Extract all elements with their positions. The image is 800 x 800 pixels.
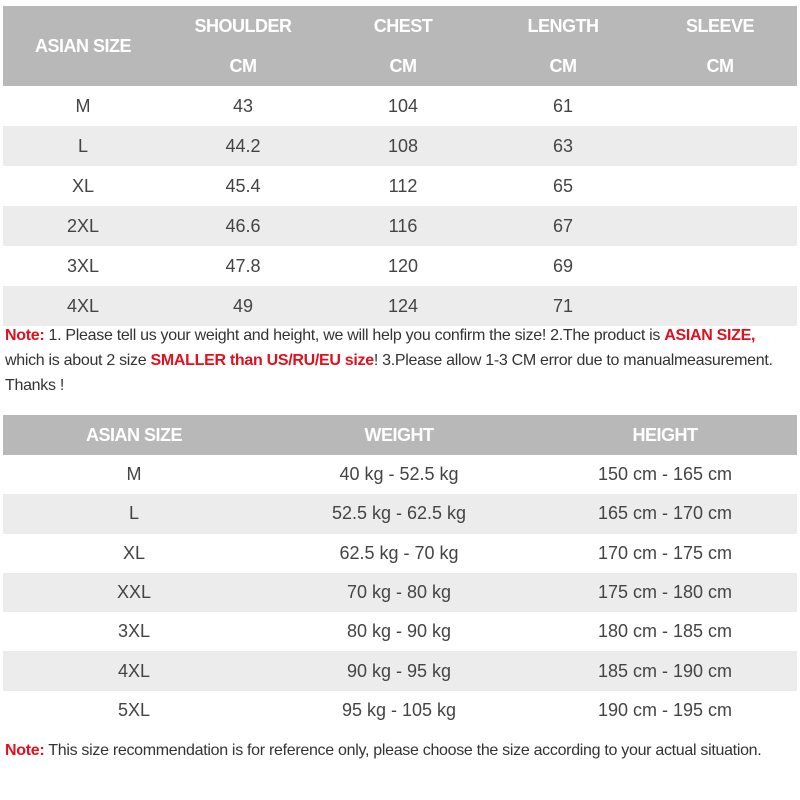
cell-size: XL	[3, 534, 265, 573]
table-row	[3, 166, 797, 206]
cell-size: 4XL	[3, 651, 265, 690]
cell-length: 65	[483, 166, 643, 206]
cell-sleeve	[643, 206, 797, 246]
cell-shoulder: 46.6	[163, 206, 323, 246]
cell-weight: 40 kg - 52.5 kg	[265, 455, 533, 494]
note-text-part2: which is about 2 size	[5, 352, 151, 369]
table-row	[3, 494, 797, 533]
cell-chest: 108	[323, 126, 483, 166]
cell-chest: 116	[323, 206, 483, 246]
unit-sleeve: CM	[643, 46, 797, 86]
cell-size: M	[3, 455, 265, 494]
cell-size: XL	[3, 166, 163, 206]
reference-note	[5, 738, 797, 763]
cell-sleeve	[643, 166, 797, 206]
header-chest: CHEST	[323, 6, 483, 46]
cell-chest: 120	[323, 246, 483, 286]
cell-size: 2XL	[3, 206, 163, 246]
cell-weight: 62.5 kg - 70 kg	[265, 534, 533, 573]
table-row	[3, 286, 797, 326]
cell-shoulder: 44.2	[163, 126, 323, 166]
header-shoulder: SHOULDER	[163, 6, 323, 46]
unit-chest: CM	[323, 46, 483, 86]
cell-weight: 70 kg - 80 kg	[265, 573, 533, 612]
cell-height: 190 cm - 195 cm	[533, 691, 797, 730]
table-row	[3, 573, 797, 612]
cell-size: 3XL	[3, 612, 265, 651]
table-row	[3, 246, 797, 286]
table-row	[3, 651, 797, 690]
cell-size: 3XL	[3, 246, 163, 286]
cell-size: M	[3, 86, 163, 126]
measurement-header-row	[3, 6, 797, 46]
cell-shoulder: 47.8	[163, 246, 323, 286]
table-row	[3, 206, 797, 246]
header-sleeve: SLEEVE	[643, 6, 797, 46]
cell-sleeve	[643, 286, 797, 326]
header-asian-size: ASIAN SIZE	[3, 6, 163, 86]
cell-sleeve	[643, 86, 797, 126]
unit-shoulder: CM	[163, 46, 323, 86]
cell-shoulder: 49	[163, 286, 323, 326]
note-text-part1: 1. Please tell us your weight and height, we will help you confirm the size! 2.The product is	[44, 327, 665, 344]
cell-size: 4XL	[3, 286, 163, 326]
cell-shoulder: 43	[163, 86, 323, 126]
cell-sleeve	[643, 246, 797, 286]
cell-height: 150 cm - 165 cm	[533, 455, 797, 494]
table-row	[3, 534, 797, 573]
note-label: Note:	[5, 742, 45, 759]
cell-length: 63	[483, 126, 643, 166]
cell-size: 5XL	[3, 691, 265, 730]
cell-weight: 90 kg - 95 kg	[265, 651, 533, 690]
cell-height: 175 cm - 180 cm	[533, 573, 797, 612]
cell-weight: 80 kg - 90 kg	[265, 612, 533, 651]
cell-height: 170 cm - 175 cm	[533, 534, 797, 573]
cell-size: L	[3, 494, 265, 533]
recommendation-table	[3, 415, 797, 730]
asian-size-highlight: ASIAN SIZE,	[664, 327, 756, 344]
recommendation-header-row	[3, 415, 797, 455]
cell-chest: 112	[323, 166, 483, 206]
size-note	[5, 323, 797, 398]
cell-sleeve	[643, 126, 797, 166]
table-row	[3, 691, 797, 730]
note-text-part3: ! 3.Please allow 1-3 CM error due to manualmeasurement. Thanks !	[5, 352, 773, 394]
cell-height: 165 cm - 170 cm	[533, 494, 797, 533]
measurement-table	[3, 6, 797, 326]
table-row	[3, 86, 797, 126]
cell-size: XXL	[3, 573, 265, 612]
table-row	[3, 126, 797, 166]
cell-weight: 95 kg - 105 kg	[265, 691, 533, 730]
cell-length: 61	[483, 86, 643, 126]
table-row	[3, 612, 797, 651]
cell-shoulder: 45.4	[163, 166, 323, 206]
unit-length: CM	[483, 46, 643, 86]
cell-length: 69	[483, 246, 643, 286]
cell-height: 180 cm - 185 cm	[533, 612, 797, 651]
cell-chest: 124	[323, 286, 483, 326]
header-length: LENGTH	[483, 6, 643, 46]
cell-size: L	[3, 126, 163, 166]
header-height: HEIGHT	[533, 415, 797, 455]
header-weight: WEIGHT	[265, 415, 533, 455]
cell-length: 71	[483, 286, 643, 326]
note-text: This size recommendation is for reference only, please choose the size according to your actual situation.	[44, 742, 762, 759]
cell-height: 185 cm - 190 cm	[533, 651, 797, 690]
header-asian-size: ASIAN SIZE	[3, 415, 265, 455]
table-row	[3, 455, 797, 494]
smaller-size-highlight: SMALLER than US/RU/EU size	[150, 352, 374, 369]
cell-weight: 52.5 kg - 62.5 kg	[265, 494, 533, 533]
cell-length: 67	[483, 206, 643, 246]
note-label: Note:	[5, 327, 45, 344]
cell-chest: 104	[323, 86, 483, 126]
